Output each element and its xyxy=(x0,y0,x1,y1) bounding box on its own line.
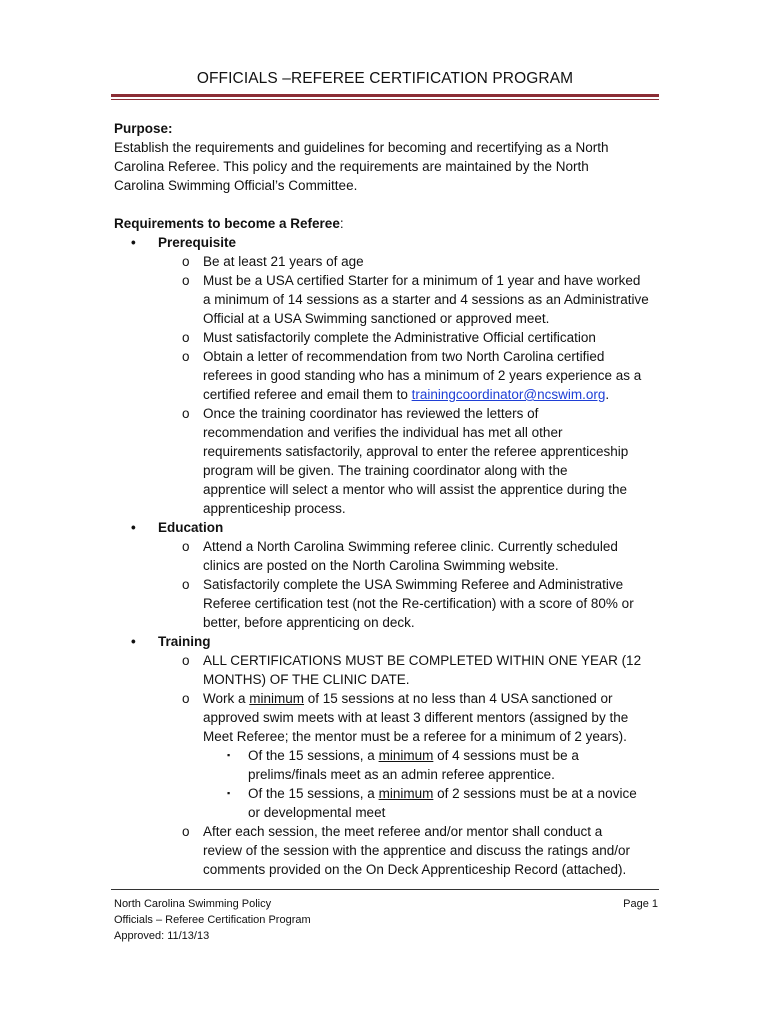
list-item: o After each session, the meet referee and/or mentor shall conduct a review of the session with the apprentice and discuss the ratings and/or comments provided on the On Deck Apprenticeship Record (attached). xyxy=(182,824,630,877)
circle-bullet-icon: o xyxy=(182,330,190,345)
email-link[interactable]: trainingcoordinator@ncswim.org xyxy=(411,387,606,402)
list-item: o ALL CERTIFICATIONS MUST BE COMPLETED WITHIN ONE YEAR (12 MONTHS) OF THE CLINIC DATE. xyxy=(182,653,642,687)
circle-bullet-icon: o xyxy=(182,539,190,554)
title-rule-thin xyxy=(111,99,659,100)
document-title: OFFICIALS –REFEREE CERTIFICATION PROGRAM xyxy=(196,70,574,87)
circle-bullet-icon: o xyxy=(182,273,190,288)
circle-bullet-icon: o xyxy=(182,691,190,706)
bullet-icon: • xyxy=(131,520,136,535)
document-body xyxy=(114,119,662,879)
circle-bullet-icon: o xyxy=(182,349,190,364)
section-training: • Training xyxy=(131,634,211,649)
list-item: o Must satisfactorily complete the Administrative Official certification xyxy=(182,330,596,345)
square-bullet-icon: ▪ xyxy=(227,788,231,798)
list-item: o Obtain a letter of recommendation from two North Carolina certified referees in good standing who has a minimum of 2 years experience as a certified referee and email them to trainingcoordinator@ncswim.org. xyxy=(182,349,642,402)
purpose-line: Carolina Swimming Official’s Committee. xyxy=(114,178,358,193)
title-rule-thick xyxy=(111,94,659,97)
page-footer xyxy=(114,896,658,944)
page-number: Page 1 xyxy=(623,898,658,910)
section-prerequisite: • Prerequisite xyxy=(131,235,237,250)
list-item: o Work a minimum of 15 sessions at no less than 4 USA sanctioned or approved swim meets with at least 3 different mentors (assigned by the Meet Referee; the mentor must be a referee for a minimum of 2 years). xyxy=(182,691,629,744)
footer-policy: North Carolina Swimming Policy xyxy=(114,898,272,910)
bullet-icon: • xyxy=(131,235,136,250)
footer-approved: Approved: 11/13/13 xyxy=(114,930,210,942)
requirements-heading: Requirements to become a Referee: xyxy=(114,216,344,231)
circle-bullet-icon: o xyxy=(182,824,190,839)
purpose-line: Establish the requirements and guidelines for becoming and recertifying as a North xyxy=(114,140,609,155)
section-education: • Education xyxy=(131,520,224,535)
bullet-icon: • xyxy=(131,634,136,649)
list-item: o Be at least 21 years of age xyxy=(182,254,364,269)
purpose-heading: Purpose: xyxy=(114,121,173,136)
list-item: o Once the training coordinator has reviewed the letters of recommendation and verifies the individual has met all other requirements satisfactorily, approval to enter the referee apprenticeship program will be given. The training coordinator along with the apprentice will select a mentor who will assist the apprentice during the apprenticeship process. xyxy=(182,406,629,516)
circle-bullet-icon: o xyxy=(182,406,190,421)
list-item: o Must be a USA certified Starter for a minimum of 1 year and have worked a minimum of 14 sessions as a starter and 4 sessions as an Administrative Official at a USA Swimming sanctioned or approved meet. xyxy=(182,273,649,326)
purpose-line: Carolina Referee. This policy and the requirements are maintained by the North xyxy=(114,159,589,174)
footer-rule xyxy=(111,889,659,890)
list-item: o Attend a North Carolina Swimming referee clinic. Currently scheduled clinics are posted on the North Carolina Swimming website. xyxy=(182,539,618,573)
square-bullet-icon: ▪ xyxy=(227,750,231,760)
list-item: o Satisfactorily complete the USA Swimming Referee and Administrative Referee certification test (not the Re-certification) with a score of 80% or better, before apprenticing on deck. xyxy=(182,577,634,630)
sub-list-item: ▪ Of the 15 sessions, a minimum of 4 sessions must be a prelims/finals meet as an admin referee apprentice. xyxy=(227,748,579,782)
circle-bullet-icon: o xyxy=(182,254,190,269)
circle-bullet-icon: o xyxy=(182,577,190,592)
footer-program: Officials – Referee Certification Program xyxy=(114,914,311,926)
circle-bullet-icon: o xyxy=(182,653,190,668)
sub-list-item: ▪ Of the 15 sessions, a minimum of 2 sessions must be at a novice or developmental meet xyxy=(227,786,637,820)
